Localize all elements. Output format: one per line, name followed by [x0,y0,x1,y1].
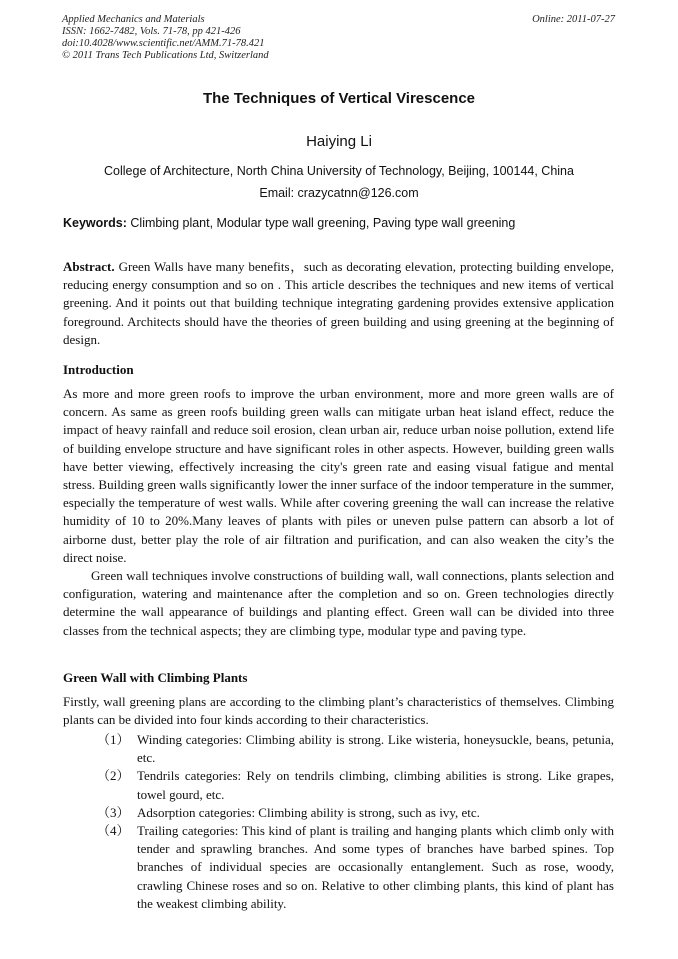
list-item [63,804,614,822]
list-item-number: （1） [97,732,130,747]
affiliation: College of Architecture, North China University of Technology, Beijing, 100144, China [104,164,574,178]
online-date: Online: 2011-07-27 [532,14,615,25]
doi-line: doi:10.4028/www.scientific.net/AMM.71-78.421 [62,38,265,49]
author-email: Email: crazycatnn@126.com [259,186,419,200]
introduction-heading: Introduction [63,362,134,377]
list-item-text: Adsorption categories: Climbing ability is strong, such as ivy, etc. [137,804,480,820]
list-item-text: Winding categories: Climbing ability is strong. Like wisteria, honeysuckle, beans, petunia, etc. [137,732,614,766]
list-item [63,731,614,767]
list-item-number: （4） [97,823,130,839]
abstract-text: Green Walls have many benefits，such as decorating elevation, protecting building envelope, reducing energy consumption and so on . This article describes the techniques and new items of vertical greening. And it points out that building technique integrating gardening provides extensive application foreground. Architects should have the theories of green building and using greening at the beginning of design. [63,259,615,347]
issn-line: ISSN: 1662-7482, Vols. 71-78, pp 421-426 [62,26,241,37]
abstract-label: Abstract. [63,259,115,274]
journal-name: Applied Mechanics and Materials [62,14,205,25]
keywords [63,216,615,230]
introduction-paragraph-1: As more and more green roofs to improve the urban environment, more and more green walls are of concern. As same as green roofs building green walls can mitigate urban heat island effect, reduce the impact of heavy rainfall and reduce soil erosion, clean urban air, reduce urban noise pollution, extend life of building envelope structure and have significant roles in other aspects. However, building green walls have better viewing, effectively increasing the city's green rate and easing visual fatigue and mental stress. Building green walls significantly lower the inner surface of the indoor temperature in the summer, especially the temperature of west walls. While after covering greening the wall can increase the relative humidity of 10 to 20%.Many leaves of plants with piles or uneven pulse pattern can absorb a lot of airborne dust, better play the role of air filtration and purification, and can also weaken the city’s the direct noise. [63,386,614,565]
climbing-heading: Green Wall with Climbing Plants [63,670,248,685]
journal-header [62,14,615,62]
list-item [63,822,614,913]
climbing-intro-paragraph: Firstly, wall greening plans are according to the climbing plant’s characteristics of themselves. Climbing plants can be divided into four kinds according to their characteristics. [63,694,614,728]
list-item-number: （3） [97,804,130,820]
introduction-section [63,385,614,640]
list-item-text: Trailing categories: This kind of plant is trailing and hanging plants which climb only with tender and sprawling branches. And some types of branches have barbed spines. Top branches of individual species are occasionally entanglement. Such as rose, woody, crawling Chinese roses and so on. Relative to other climbing plants, this kind of plant has the weakest climbing ability. [137,823,614,911]
introduction-paragraph-2: Green wall techniques involve constructions of building wall, wall connections, plants selection and configuration, watering and maintenance after the completion and so on. Green technologies directly determine the wall appearance of buildings and planting effect. Green wall can be divided into three classes from the technical aspects; they are climbing type, modular type and paving type. [63,568,614,638]
author-name: Haiying Li [306,133,372,150]
keywords-label: Keywords: [63,216,127,230]
climbing-categories-list [63,731,614,913]
keywords-text: Climbing plant, Modular type wall greening, Paving type wall greening [130,216,516,230]
list-item-text: Tendrils categories: Rely on tendrils climbing, climbing abilities is strong. Like grapes, towel gourd, etc. [137,768,614,802]
paper-title: The Techniques of Vertical Virescence [202,90,476,107]
abstract [63,258,614,349]
list-item-number: （2） [97,768,130,784]
copyright-line: © 2011 Trans Tech Publications Ltd, Switzerland [62,50,269,61]
list-item [63,767,614,803]
